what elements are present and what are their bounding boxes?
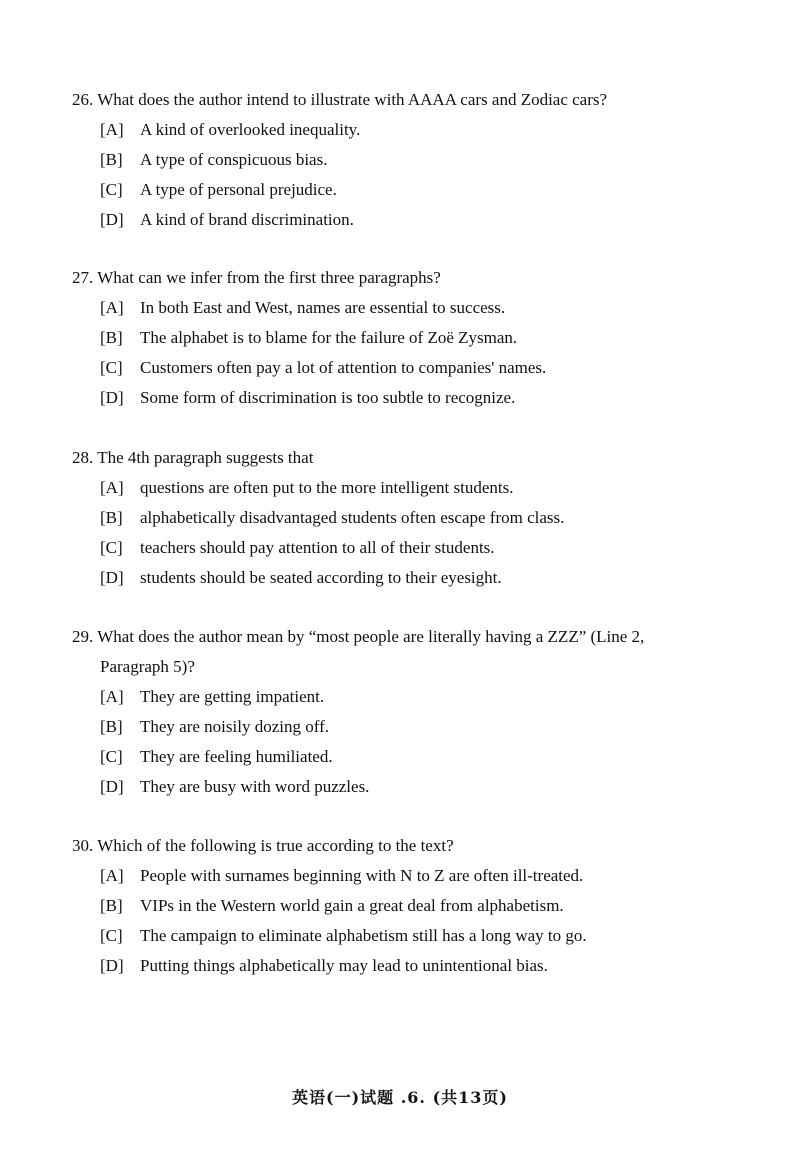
option-text: People with surnames beginning with N to Z are often ill-treated. bbox=[140, 866, 584, 885]
question-26 bbox=[72, 85, 722, 235]
option-letter: [A] bbox=[100, 866, 124, 885]
option-letter: [D] bbox=[100, 956, 124, 975]
option-text: The campaign to eliminate alphabetism still has a long way to go. bbox=[140, 926, 587, 945]
option-letter: [C] bbox=[100, 926, 123, 945]
option-b bbox=[72, 145, 722, 175]
option-c bbox=[72, 175, 722, 205]
question-28 bbox=[72, 443, 722, 593]
question-number: 30. bbox=[72, 836, 94, 855]
option-text: A type of conspicuous bias. bbox=[140, 150, 328, 169]
option-c bbox=[72, 533, 722, 563]
option-text: In both East and West, names are essential to success. bbox=[140, 298, 506, 317]
option-letter: [D] bbox=[100, 777, 124, 796]
option-text: A kind of brand discrimination. bbox=[140, 210, 354, 229]
option-a bbox=[72, 473, 722, 503]
question-30 bbox=[72, 831, 722, 981]
option-letter: [A] bbox=[100, 298, 124, 317]
question-number: 28. bbox=[72, 448, 94, 467]
option-text: Some form of discrimination is too subtle to recognize. bbox=[140, 388, 516, 407]
option-b bbox=[72, 323, 722, 353]
option-b bbox=[72, 503, 722, 533]
question-stem-continued: Paragraph 5)? bbox=[100, 657, 195, 676]
option-letter: [C] bbox=[100, 180, 123, 199]
option-letter: [B] bbox=[100, 896, 123, 915]
option-letter: [A] bbox=[100, 687, 124, 706]
option-letter: [D] bbox=[100, 210, 124, 229]
question-text: The 4th paragraph suggests that bbox=[97, 448, 314, 467]
option-text: They are getting impatient. bbox=[140, 687, 325, 706]
option-a bbox=[72, 293, 722, 323]
option-text: VIPs in the Western world gain a great deal from alphabetism. bbox=[140, 896, 564, 915]
option-a bbox=[72, 682, 722, 712]
option-letter: [A] bbox=[100, 478, 124, 497]
question-text: What does the author intend to illustrate with AAAA cars and Zodiac cars? bbox=[97, 90, 608, 109]
option-text: students should be seated according to their eyesight. bbox=[140, 568, 502, 587]
question-stem bbox=[72, 263, 722, 293]
option-text: Customers often pay a lot of attention to companies' names. bbox=[140, 358, 547, 377]
option-text: They are feeling humiliated. bbox=[140, 747, 333, 766]
option-c bbox=[72, 353, 722, 383]
option-letter: [C] bbox=[100, 358, 123, 377]
question-number: 27. bbox=[72, 268, 94, 287]
option-letter: [C] bbox=[100, 538, 123, 557]
option-letter: [B] bbox=[100, 150, 123, 169]
question-stem bbox=[72, 831, 722, 861]
question-27 bbox=[72, 263, 722, 413]
question-text: What can we infer from the first three paragraphs? bbox=[97, 268, 441, 287]
question-stem bbox=[72, 622, 722, 652]
option-letter: [B] bbox=[100, 508, 123, 527]
option-d bbox=[72, 205, 722, 235]
question-stem bbox=[72, 85, 722, 115]
option-text: alphabetically disadvantaged students often escape from class. bbox=[140, 508, 565, 527]
option-letter: [B] bbox=[100, 328, 123, 347]
option-b bbox=[72, 891, 722, 921]
option-letter: [A] bbox=[100, 120, 124, 139]
option-c bbox=[72, 742, 722, 772]
option-d bbox=[72, 383, 722, 413]
option-a bbox=[72, 861, 722, 891]
page-footer: 英语(一)试题 .6. (共13页) bbox=[292, 1088, 508, 1107]
option-d bbox=[72, 563, 722, 593]
question-29 bbox=[72, 622, 722, 802]
option-letter: [D] bbox=[100, 388, 124, 407]
option-letter: [B] bbox=[100, 717, 123, 736]
question-stem bbox=[72, 443, 722, 473]
option-text: They are noisily dozing off. bbox=[140, 717, 330, 736]
option-b bbox=[72, 712, 722, 742]
question-text: What does the author mean by “most people are literally having a ZZZ” (Line 2, bbox=[97, 627, 645, 646]
option-text: A type of personal prejudice. bbox=[140, 180, 337, 199]
option-text: teachers should pay attention to all of their students. bbox=[140, 538, 495, 557]
option-d bbox=[72, 772, 722, 802]
question-number: 26. bbox=[72, 90, 94, 109]
option-letter: [C] bbox=[100, 747, 123, 766]
option-a bbox=[72, 115, 722, 145]
option-c bbox=[72, 921, 722, 951]
option-text: They are busy with word puzzles. bbox=[140, 777, 370, 796]
option-text: Putting things alphabetically may lead to unintentional bias. bbox=[140, 956, 548, 975]
option-text: questions are often put to the more intelligent students. bbox=[140, 478, 514, 497]
option-text: A kind of overlooked inequality. bbox=[140, 120, 361, 139]
option-letter: [D] bbox=[100, 568, 124, 587]
option-text: The alphabet is to blame for the failure of Zoë Zysman. bbox=[140, 328, 518, 347]
question-text: Which of the following is true according to the text? bbox=[97, 836, 454, 855]
question-number: 29. bbox=[72, 627, 94, 646]
option-d bbox=[72, 951, 722, 981]
